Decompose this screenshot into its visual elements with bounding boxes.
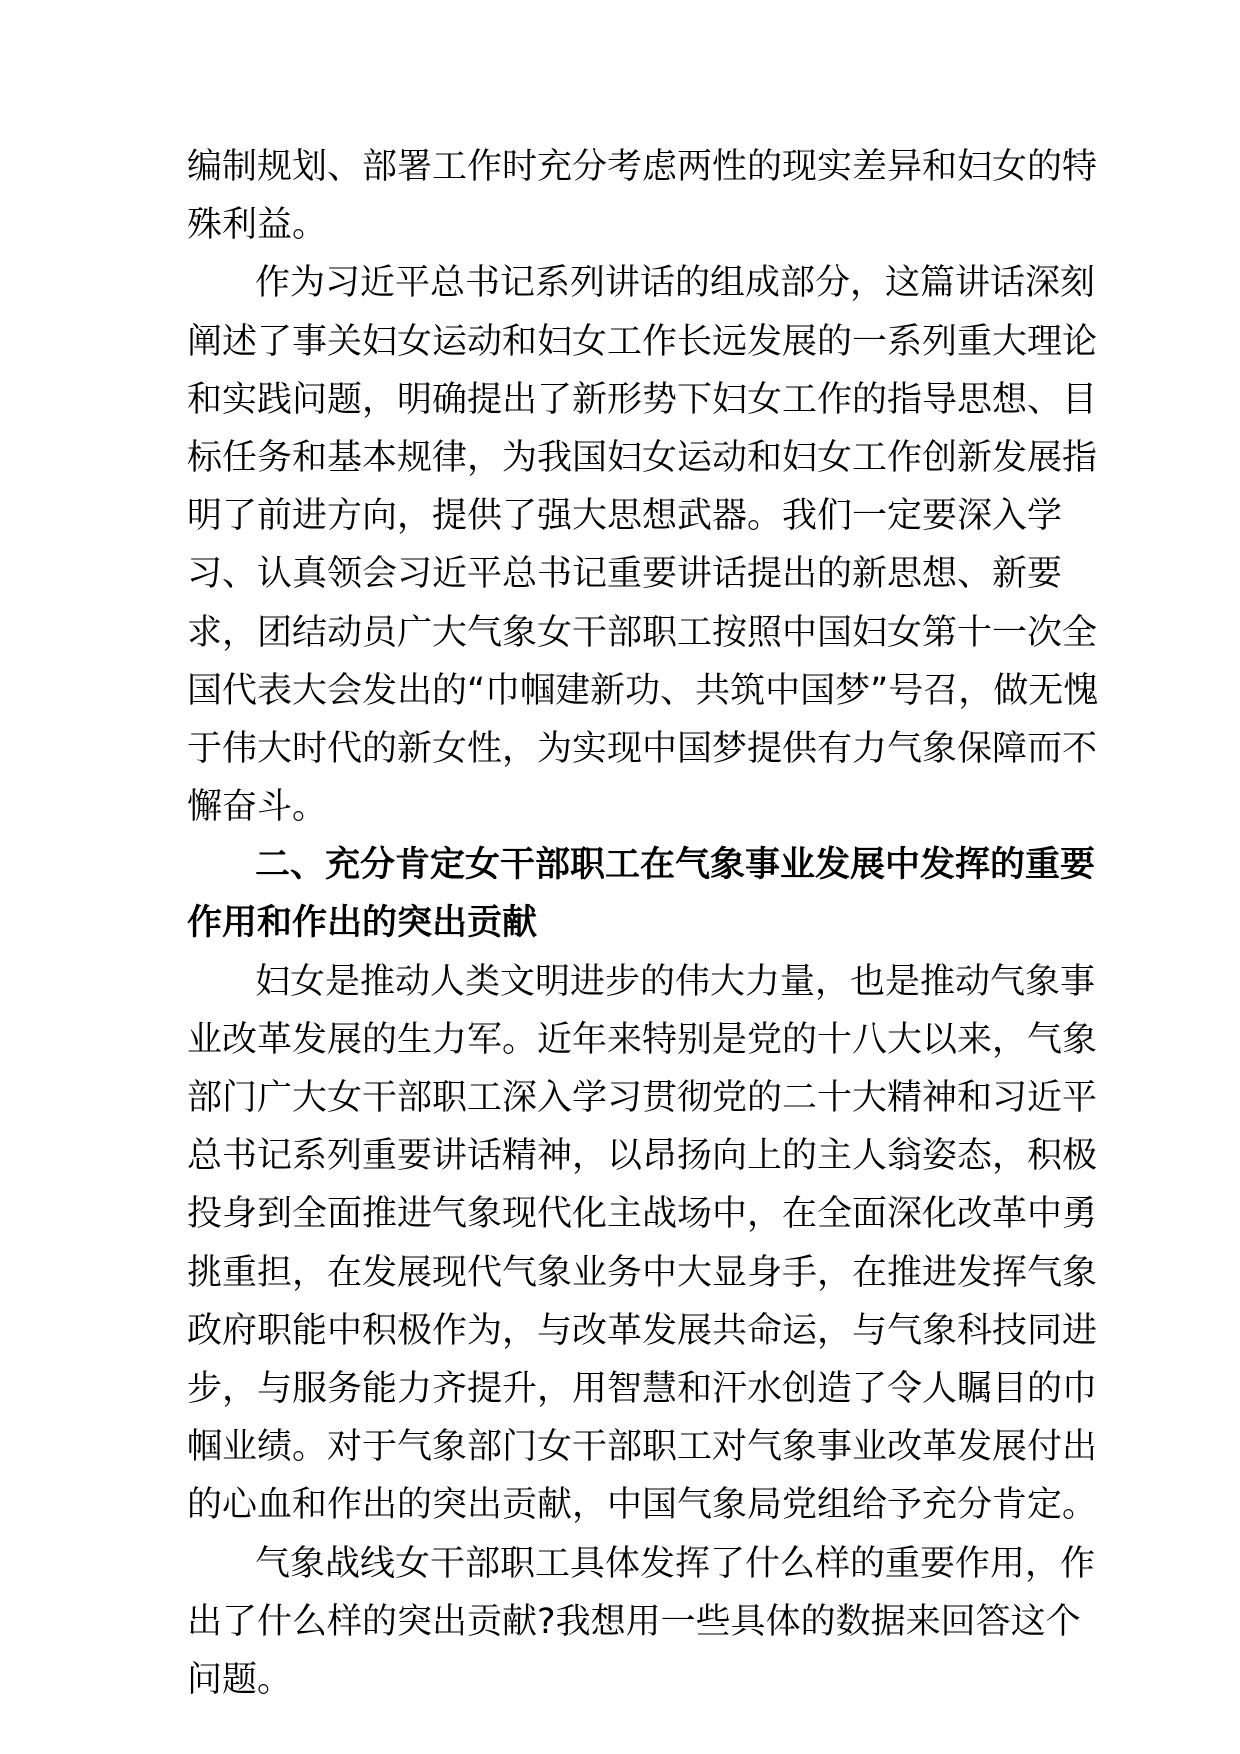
text-line: 投身到全面推进气象现代化主战场中，在全面深化改革中勇 (187, 1194, 1098, 1235)
text-line: 步，与服务能力齐提升，用智慧和汗水创造了令人瞩目的巾 (187, 1368, 1098, 1409)
text-line: 作为习近平总书记系列讲话的组成部分，这篇讲话深刻 (255, 263, 1096, 304)
text-line: 标任务和基本规律，为我国妇女运动和妇女工作创新发展指 (187, 437, 1098, 478)
text-line: 阐述了事关妇女运动和妇女工作长远发展的一系列重大理论 (187, 321, 1098, 362)
text-line: 习、认真领会习近平总书记重要讲话提出的新思想、新要 (187, 554, 1063, 595)
text-line: 气象战线女干部职工具体发挥了什么样的重要作用，作 (255, 1543, 1096, 1584)
section-heading-line: 二、充分肯定女干部职工在气象事业发展中发挥的重要 (255, 845, 1096, 886)
text-line: 部门广大女干部职工深入学习贯彻党的二十大精神和习近平 (187, 1078, 1098, 1118)
section-heading-line: 作用和作出的突出贡献 (187, 903, 538, 944)
document-body (187, 138, 1099, 1709)
text-line: 总书记系列重要讲话精神，以昂扬向上的主人翁姿态，积极 (187, 1136, 1098, 1177)
text-line: 帼业绩。对于气象部门女干部职工对气象事业改革发展付出 (187, 1427, 1098, 1468)
text-line: 懈奋斗。 (187, 787, 328, 828)
text-line: 的心血和作出的突出贡献，中国气象局党组给予充分肯定。 (187, 1485, 1098, 1526)
text-line: 问题。 (187, 1659, 293, 1700)
text-line: 政府职能中积极作为，与改革发展共命运，与气象科技同进 (187, 1310, 1098, 1351)
text-line: 国代表大会发出的“巾帼建新功、共筑中国梦”号召，做无愧 (187, 670, 1099, 711)
text-line: 挑重担，在发展现代气象业务中大显身手，在推进发挥气象 (187, 1252, 1098, 1293)
text-line: 妇女是推动人类文明进步的伟大力量，也是推动气象事 (255, 961, 1096, 1002)
text-line: 明了前进方向，提供了强大思想武器。我们一定要深入学 (187, 496, 1063, 537)
text-line: 业改革发展的生力军。近年来特别是党的十八大以来，气象 (187, 1019, 1098, 1060)
text-line: 出了什么样的突出贡献?我想用一些具体的数据来回答这个 (187, 1601, 1081, 1642)
text-line: 殊利益。 (187, 205, 328, 246)
text-line: 于伟大时代的新女性，为实现中国梦提供有力气象保障而不 (187, 728, 1098, 769)
text-line: 编制规划、部署工作时充分考虑两性的现实差异和妇女的特 (187, 147, 1098, 187)
text-line: 和实践问题，明确提出了新形势下妇女工作的指导思想、目 (187, 379, 1098, 420)
text-line: 求，团结动员广大气象女干部职工按照中国妇女第十一次全 (187, 612, 1098, 653)
